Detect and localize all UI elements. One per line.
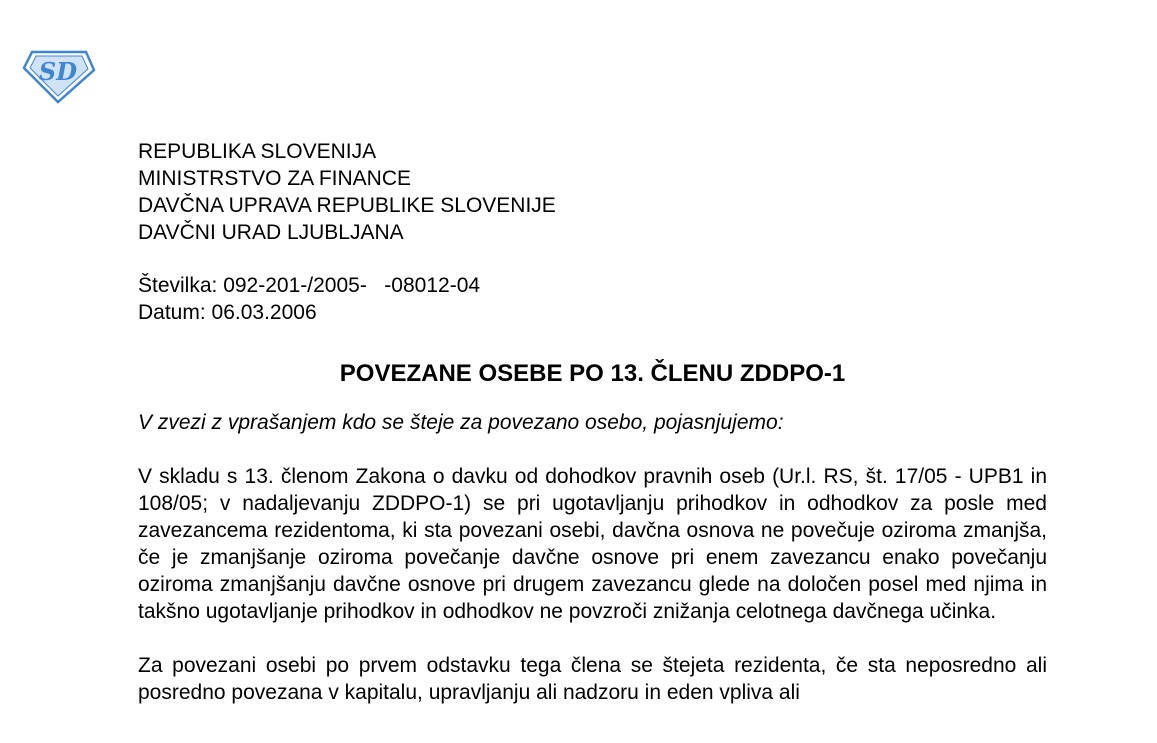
paragraph-2: Za povezani osebi po prvem odstavku tega člena se štejeta rezidenta, če sta neposredno ali posredno povezana v kapitalu, upravljanju ali nadzoru in eden vpliva ali: [138, 654, 1047, 704]
issuer-line-ministry: MINISTRSTVO ZA FINANCE: [138, 167, 412, 190]
issuer-line-tax-office: DAVČNI URAD LJUBLJANA: [138, 221, 404, 244]
document-body: [138, 138, 1047, 706]
issuer-line-republic: REPUBLIKA SLOVENIJA: [138, 140, 377, 163]
document-meta: [138, 272, 1047, 326]
document-title: POVEZANE OSEBE PO 13. ČLENU ZDDPO-1: [339, 360, 846, 387]
document-number: Številka: 092-201-/2005- -08012-04: [138, 274, 481, 297]
issuer-line-tax-administration: DAVČNA UPRAVA REPUBLIKE SLOVENIJE: [138, 194, 556, 217]
logo-text: SD: [38, 57, 78, 86]
paragraph-1: V skladu s 13. členom Zakona o davku od dohodkov pravnih oseb (Ur.l. RS, št. 17/05 - UPB1 in 108/05; v nadaljevanju ZDDPO-1) se pri ugotavljanju prihodkov in odhodkov za posle med zavezancema rezidentoma, ki sta povezani osebi, davčna osnova ne povečuje oziroma zmanjša, če je zmanjšanje oziroma povečanje davčne osnove pri enem zavezancu enako povečanju oziroma zmanjšanju davčne osnove pri drugem zavezancu glede na določen posel med njima in takšno ugotavljanje prihodkov in odhodkov ne povzroči znižanja celotnega davčnega učinka.: [138, 465, 1047, 623]
issuer-block: [138, 138, 1047, 246]
document-date: Datum: 06.03.2006: [138, 301, 317, 324]
sd-logo-icon: [22, 48, 96, 104]
intro-text: V zvezi z vprašanjem kdo se šteje za povezano osebo, pojasnjujemo:: [138, 411, 784, 434]
